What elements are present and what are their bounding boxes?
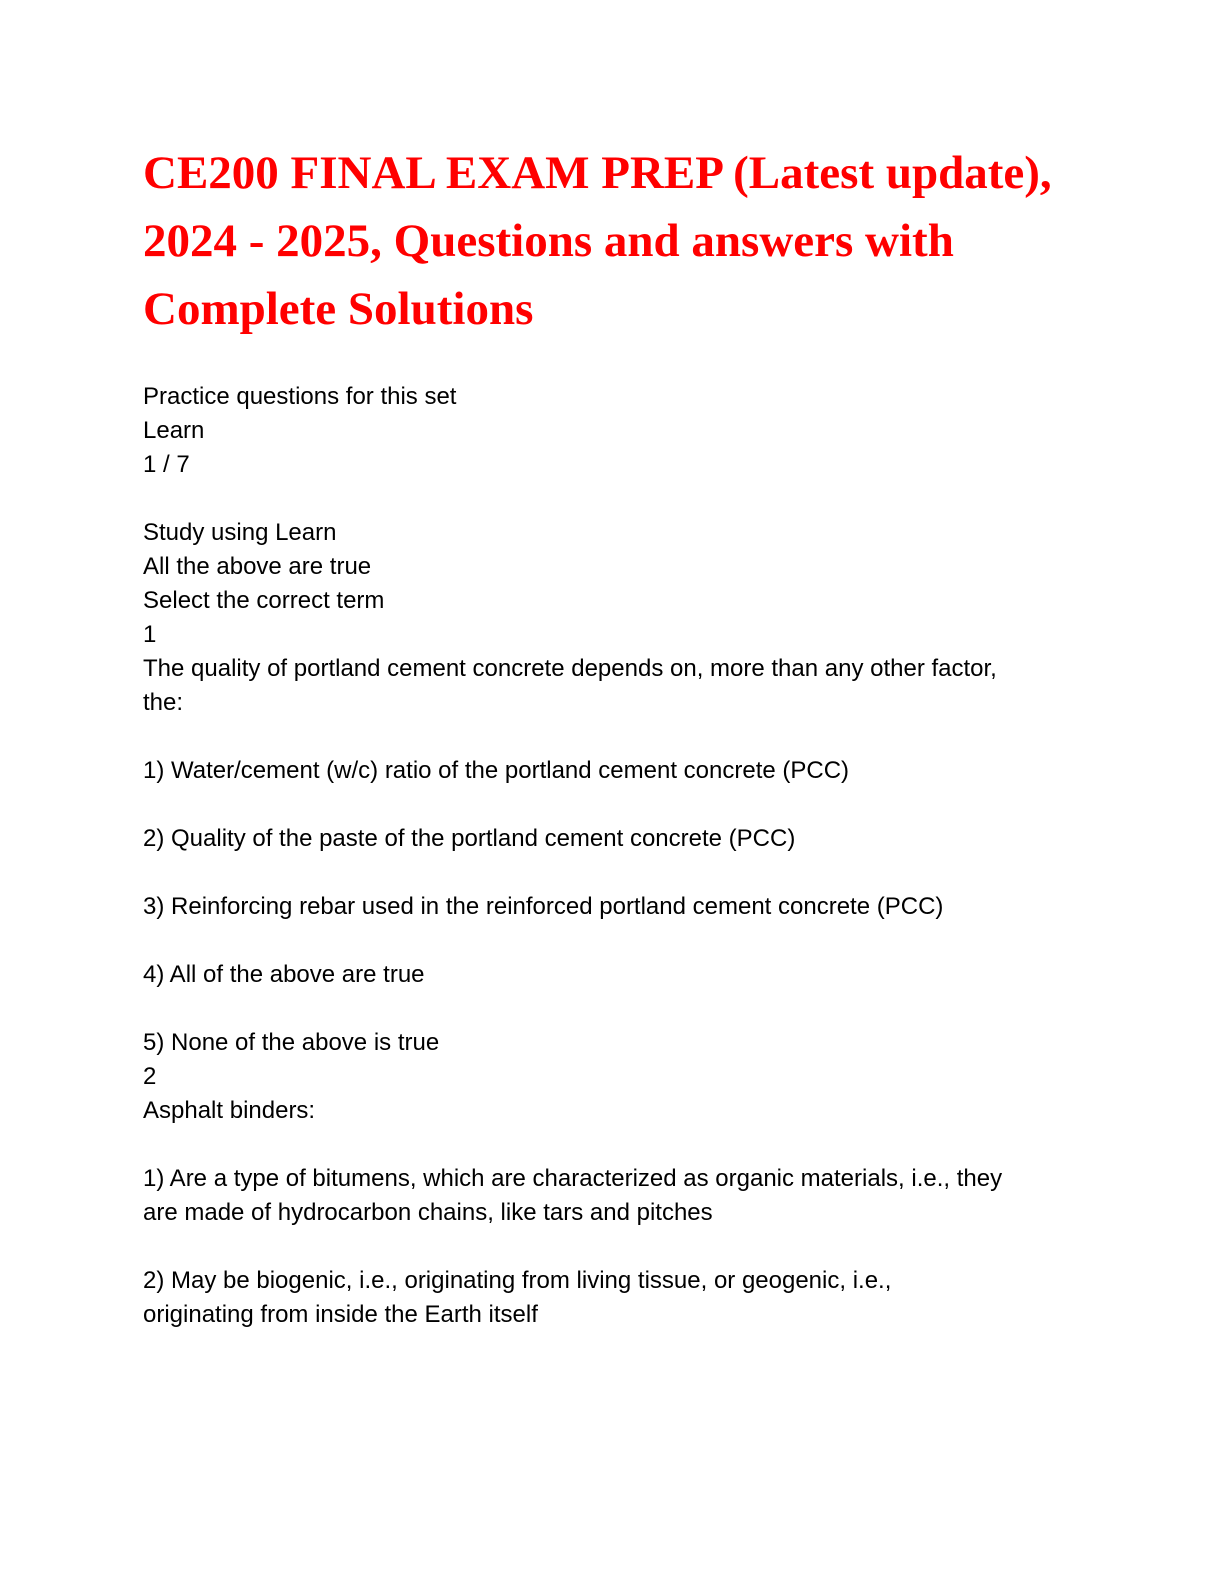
question-1-option-5: 5) None of the above is true [143,1029,440,1056]
question-2-option-2-line-2: originating from inside the Earth itself [143,1301,538,1328]
question-1-option-1: 1) Water/cement (w/c) ratio of the portland cement concrete (PCC) [143,757,850,784]
title-line-2: 2024 - 2025, Questions and answers with [143,215,954,267]
question-2-option-1-line-2: are made of hydrocarbon chains, like tars and pitches [143,1199,713,1226]
progress-counter: 1 / 7 [143,451,190,478]
select-term-prompt: Select the correct term [143,587,385,614]
question-number-1: 1 [143,621,157,648]
question-1-text-line-1: The quality of portland cement concrete depends on, more than any other factor, [143,655,997,682]
document-title [143,139,1103,343]
question-1-option-4: 4) All of the above are true [143,961,425,988]
question-number-2: 2 [143,1063,157,1090]
question-2-text: Asphalt binders: [143,1097,316,1124]
question-1-option-3: 3) Reinforcing rebar used in the reinforced portland cement concrete (PCC) [143,893,944,920]
title-line-1: CE200 FINAL EXAM PREP (Latest update), [143,147,1052,199]
question-1-option-2: 2) Quality of the paste of the portland cement concrete (PCC) [143,825,796,852]
practice-questions-label: Practice questions for this set [143,383,457,410]
question-2-option-1-line-1: 1) Are a type of bitumens, which are characterized as organic materials, i.e., they [143,1165,1003,1192]
learn-label: Learn [143,417,205,444]
question-2-option-2-line-1: 2) May be biogenic, i.e., originating from living tissue, or geogenic, i.e., [143,1267,892,1294]
answer-text: All the above are true [143,553,372,580]
study-using-learn-label: Study using Learn [143,519,337,546]
title-line-3: Complete Solutions [143,283,534,335]
question-1-text-line-2: the: [143,689,184,716]
